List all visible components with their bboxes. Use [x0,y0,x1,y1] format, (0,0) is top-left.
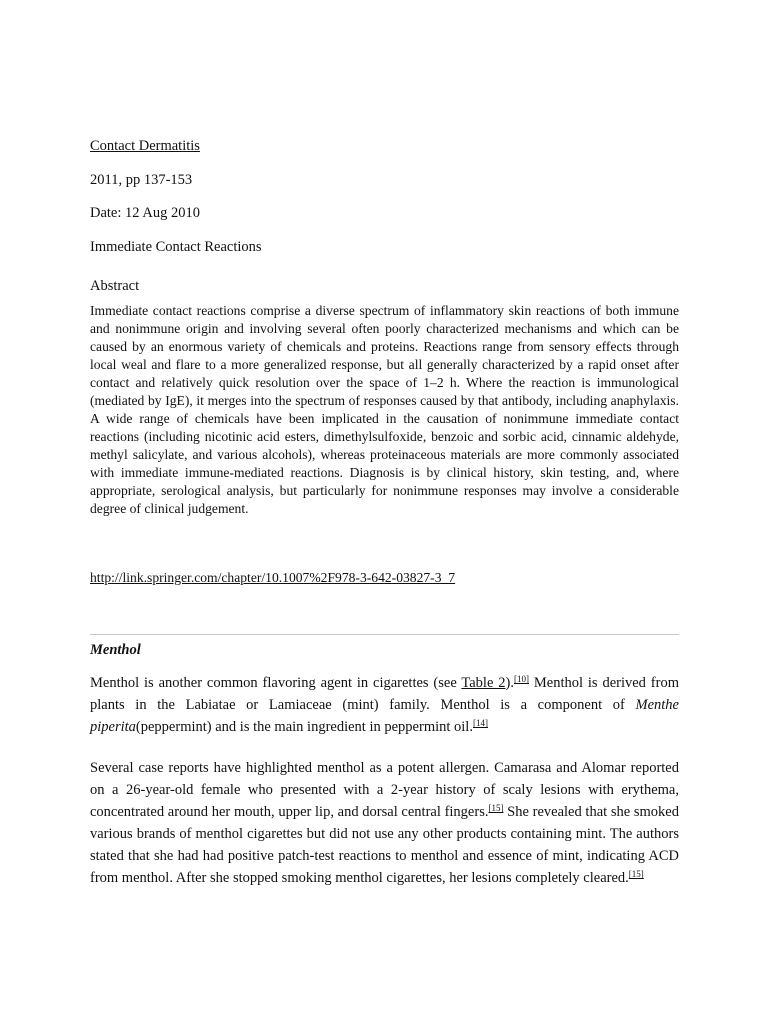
table-2-link[interactable]: Table 2 [461,675,506,691]
p1-text-b: ). [505,675,514,691]
menthol-paragraph-2 [90,757,679,889]
p1-text-c: Menthol is derived from plants in the Labiatae or Lamiaceae (mint) family. Menthol is a component of [90,675,679,713]
reference-link-10[interactable]: [10] [514,674,529,684]
p1-text-d: (peppermint) and is the main ingredient in peppermint oil. [135,719,473,735]
section-divider [90,634,679,635]
publication-date: Date: 12 Aug 2010 [90,205,200,221]
journal-name[interactable]: Contact Dermatitis [90,138,200,154]
menthol-heading: Menthol [90,642,141,658]
abstract-heading: Abstract [90,278,140,294]
abstract-text: Immediate contact reactions comprise a diverse spectrum of inflammatory skin reactions of both immune and nonimmune origin and involving several often poorly characterized mechanisms and which can be caused by an enormous variety of chemicals and proteins. Reactions range from sensory effects through local weal and flare to a more generalized response, but all generally characterized by a rapid onset after contact and relatively quick resolution over the space of 1–2 h. Where the reaction is immunological (mediated by IgE), it merges into the spectrum of responses caused by that antibody, including anaphylaxis. A wide range of chemicals have been implicated in the causation of nonimmune immediate contact reactions (including nicotinic acid esters, dimethylsulfoxide, benzoic and sorbic acid, cinnamic aldehyde, methyl salicylate, and various alcohols), whereas proteinaceous materials are more commonly associated with immediate immune-mediated reactions. Diagnosis is by clinical history, skin testing, and, where appropriate, serological analysis, but particularly for nonimmune responses may involve a considerable degree of clinical judgement. [90,303,679,516]
p2-text-a: Several case reports have highlighted menthol as a potent allergen. Camarasa and Alomar reported on a 26-year-old female who presented with a 2-year history of scaly lesions with erythema, concentrated around her mouth, upper lip, and dorsal central fingers. [90,760,679,820]
publication-pages: 2011, pp 137-153 [90,172,193,188]
reference-link-15[interactable]: [15] [488,803,504,813]
reference-link-15-second[interactable]: [15] [628,869,644,879]
species-name: Menthe piperita [90,697,679,735]
p1-text-a: Menthol is another common flavoring agent in cigarettes (see [90,675,462,691]
article-title: Immediate Contact Reactions [90,239,262,255]
p2-text-b: She revealed that she smoked various brands of menthol cigarettes but did not use any other products containing mint. The authors stated that she had had positive patch-test reactions to menthol and essence of mint, indicating ACD from menthol. After she stopped smoking menthol cigarettes, her lesions completely cleared. [90,804,679,886]
reference-link-14[interactable]: [14] [472,718,488,728]
menthol-paragraph-1 [90,672,679,738]
article-url-link[interactable]: http://link.springer.com/chapter/10.1007%2F978-3-642-03827-3_7 [90,570,456,585]
